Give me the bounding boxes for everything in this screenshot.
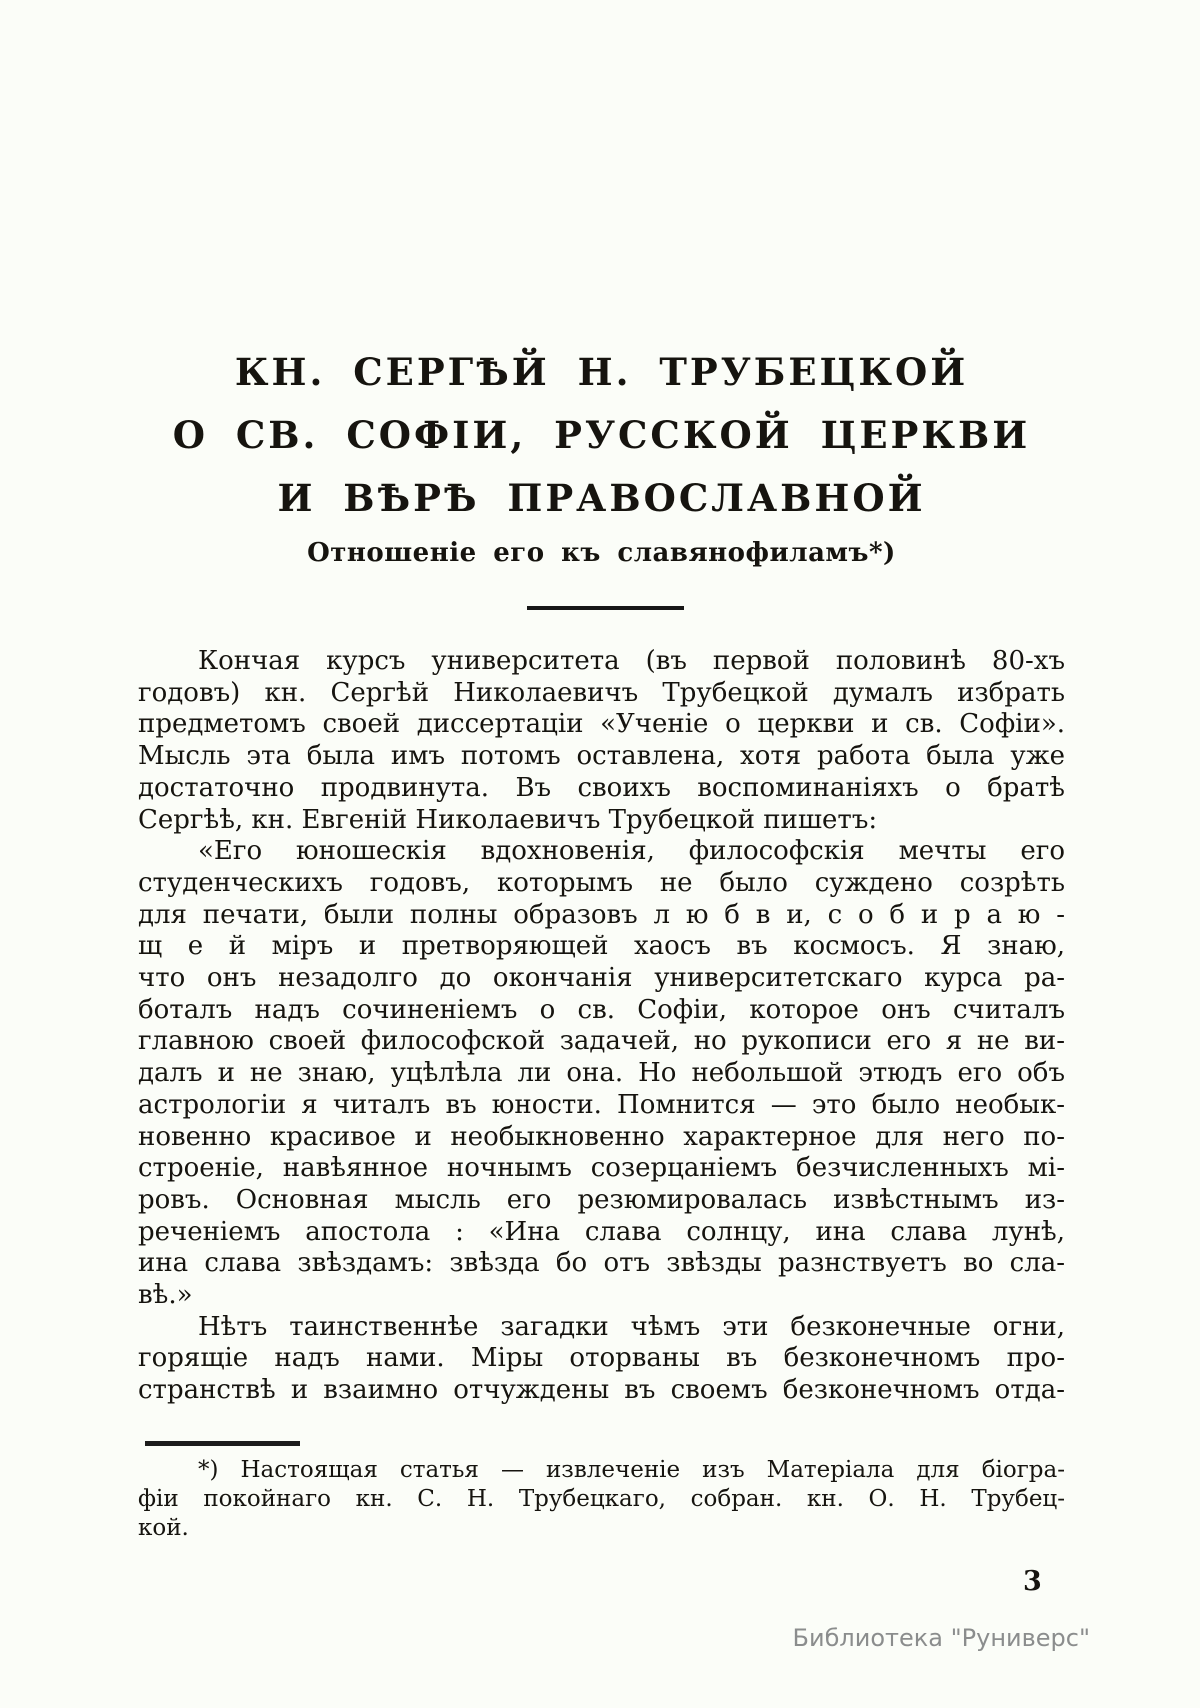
body-text xyxy=(138,646,1065,1407)
paragraph xyxy=(138,1312,1065,1407)
title-line: КН. СЕРГѢЙ Н. ТРУБЕЦКОЙ xyxy=(234,350,969,394)
footnote-rule xyxy=(145,1441,300,1446)
footnote-line: фіи покойнаго кн. С. Н. Трубецкаго, собран. кн. О. Н. Трубец- xyxy=(138,1486,1065,1512)
text-line: предметомъ своей диссертаціи «Ученіе о церкви и св. Софіи». xyxy=(138,709,1065,740)
text-line: щ е й міръ и претворяющей хаосъ въ космосъ. Я знаю, xyxy=(138,931,1065,962)
text-line: Нѣтъ таинственнѣе загадки чѣмъ эти безконечные огни, xyxy=(198,1311,1065,1342)
text-line: для печати, были полны образовъ л ю б в и, с о б и р а ю - xyxy=(138,899,1065,930)
text-line: Мысль эта была имъ потомъ оставлена, хотя работа была уже xyxy=(138,741,1065,772)
text-line: строеніе, навѣянное ночнымъ созерцаніемъ безчисленныхъ мі- xyxy=(138,1153,1065,1184)
text-line: достаточно продвинута. Въ своихъ воспоминаніяхъ о братѣ xyxy=(138,772,1065,803)
footnote-line: *) Настоящая статья — извлеченіе изъ Матеріала для біогра- xyxy=(198,1457,1065,1483)
text-line: главною своей философской задачей, но рукописи его я не ви- xyxy=(138,1026,1065,1057)
text-line: годовъ) кн. Сергѣй Николаевичъ Трубецкой думалъ избрать xyxy=(138,677,1065,708)
footnote-line: кой. xyxy=(138,1515,189,1541)
paragraph xyxy=(138,646,1065,836)
text-line: вѣ.» xyxy=(138,1280,193,1311)
footnote xyxy=(138,1456,1065,1543)
text-line: далъ и не знаю, уцѣлѣла ли она. Но небольшой этюдъ его объ xyxy=(138,1058,1065,1089)
page-number: 3 xyxy=(1023,1566,1042,1597)
text-line: реченіемъ апостола : «Ина слава солнцу, ина слава лунѣ, xyxy=(138,1216,1065,1247)
text-line: ина слава звѣздамъ: звѣзда бо отъ звѣзды разнствуетъ во сла- xyxy=(138,1248,1065,1279)
text-line: «Его юношескія вдохновенія, философскія мечты его xyxy=(198,836,1065,867)
text-line: астрологіи я читалъ въ юности. Помнится — это было необык- xyxy=(138,1089,1065,1120)
text-line: новенно красивое и необыкновенно характерное для него по- xyxy=(138,1121,1065,1152)
article-title xyxy=(138,341,1065,530)
text-line: боталъ надъ сочиненіемъ о св. Софіи, которое онъ считалъ xyxy=(138,994,1065,1025)
text-line: Кончая курсъ университета (въ первой половинѣ 80-хъ xyxy=(198,646,1065,676)
library-watermark: Библиотека "Руниверс" xyxy=(792,1624,1090,1652)
text-line: горящіе надъ нами. Міры оторваны въ безконечномъ про- xyxy=(138,1343,1065,1374)
title-line: О СВ. СОФІИ, РУССКОЙ ЦЕРКВИ xyxy=(172,413,1031,457)
paragraph xyxy=(138,836,1065,1312)
text-line: Сергѣѣ, кн. Евгеній Николаевичъ Трубецкой пишетъ: xyxy=(138,804,878,835)
text-line: что онъ незадолго до окончанія университетскаго курса ра- xyxy=(138,963,1065,994)
text-line: студенческихъ годовъ, которымъ не было суждено созрѣть xyxy=(138,867,1065,898)
text-line: странствѣ и взаимно отчуждены въ своемъ безконечномъ отда- xyxy=(138,1375,1065,1406)
article-subtitle: Отношеніе его къ славянофиламъ*) xyxy=(307,538,896,568)
section-divider xyxy=(527,606,684,610)
text-line: ровъ. Основная мысль его резюмировалась извѣстнымъ из- xyxy=(138,1184,1065,1215)
title-line: И ВѢРѢ ПРАВОСЛАВНОЙ xyxy=(277,476,926,520)
